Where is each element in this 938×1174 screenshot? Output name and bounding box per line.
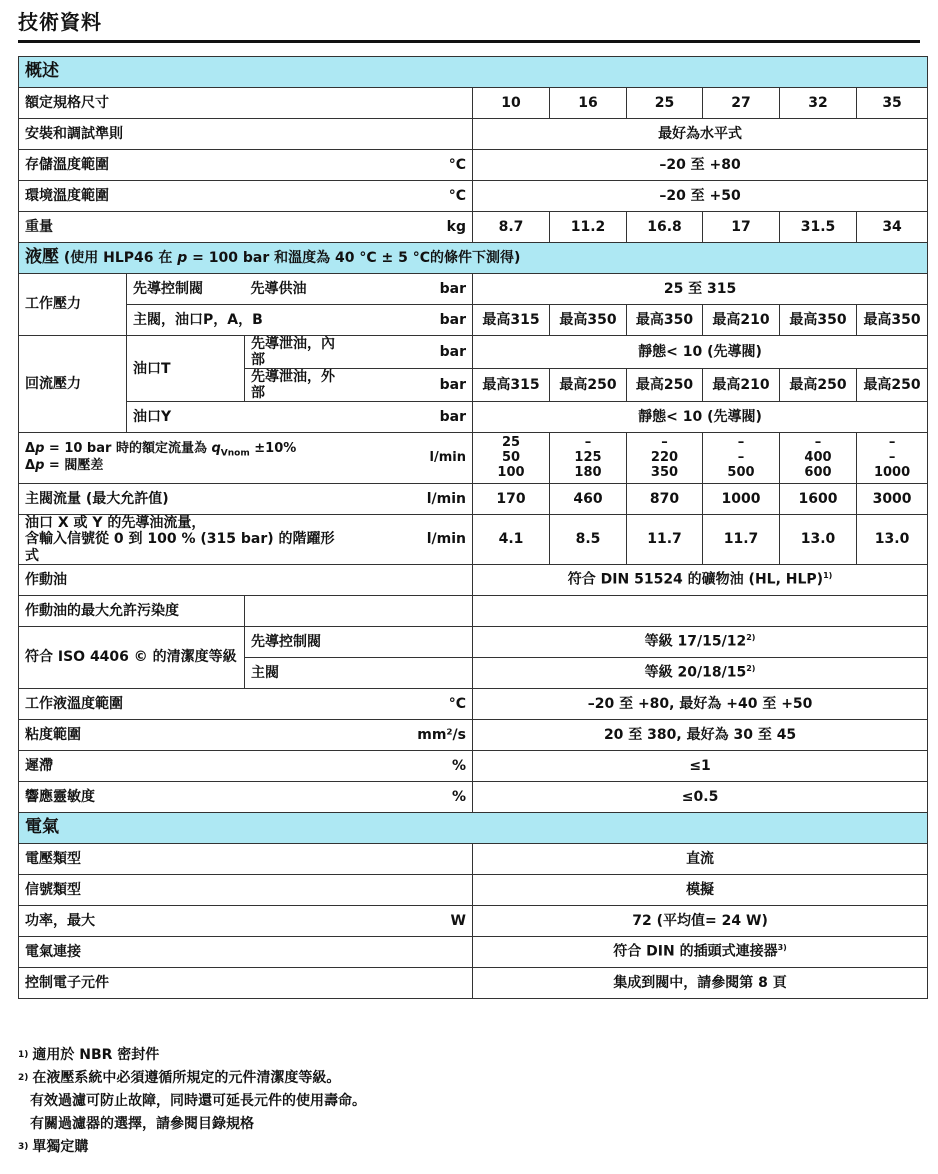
drain-internal-row (19, 336, 928, 369)
install-row (19, 119, 928, 150)
fluid-label: 作動油 (19, 564, 473, 595)
pilot-flow-value: 4.1 (473, 515, 550, 564)
nominal-flow-cell (857, 433, 928, 484)
contamination-label: 作動油的最大允許污染度 (19, 595, 245, 626)
nominal-flow-value: – (737, 449, 745, 465)
voltage-type-label: 電壓類型 (19, 843, 473, 874)
main-pressure-value: 最高315 (473, 305, 550, 336)
symbol-p: p (35, 441, 45, 457)
pilot-flow-unit: l/min (343, 515, 473, 564)
footnotes (18, 1044, 366, 1159)
main-pressure-value: 最高350 (550, 305, 627, 336)
nominal-flow-value: – (814, 434, 822, 450)
fluid-temp-label: 工作液溫度範圍 (19, 688, 343, 719)
main-pressure-value: 最高350 (857, 305, 928, 336)
nominal-flow-value: 350 (650, 464, 679, 480)
connection-value: 符合 DIN 的插頭式連接器 (613, 943, 778, 960)
footnote-mark: 3) (18, 1142, 29, 1152)
fluid-row (19, 564, 928, 595)
main-flow-value: 460 (550, 484, 627, 515)
pilot-supply-label: 先導供油 (245, 274, 343, 305)
electronics-label: 控制電子元件 (19, 967, 473, 998)
drain-internal-value: 靜態< 10 (先導閥) (473, 336, 928, 369)
main-pressure-value: 最高350 (627, 305, 703, 336)
weight-unit: kg (343, 212, 473, 243)
fluid-value: 符合 DIN 51524 的礦物油 (HL, HLP) (567, 571, 824, 588)
main-flow-row (19, 484, 928, 515)
main-pressure-value: 最高350 (780, 305, 857, 336)
sensitivity-label: 響應靈敏度 (19, 781, 343, 812)
nominal-flow-value: 100 (497, 464, 525, 480)
nominal-flow-value: 220 (650, 449, 679, 465)
pilot-flow-value: 13.0 (857, 515, 928, 564)
nominal-flow-value: – (888, 434, 896, 450)
section-hydraulic-title (19, 243, 928, 274)
section-hydraulic-label: 液壓 (25, 247, 59, 268)
nominal-flow-value: 125 (574, 449, 602, 465)
signal-type-row (19, 874, 928, 905)
nominal-flow-text-a: = 10 bar 時的額定流量為 (44, 441, 212, 457)
nominal-flow-value: 50 (501, 449, 521, 465)
port-y-value: 靜態< 10 (先導閥) (473, 402, 928, 433)
main-pressure-unit: bar (343, 305, 473, 336)
pilot-flow-value: 8.5 (550, 515, 627, 564)
weight-value: 16.8 (627, 212, 703, 243)
drain-external-value: 最高250 (627, 369, 703, 402)
size-label: 額定規格尺寸 (19, 88, 473, 119)
nominal-flow-value: 500 (727, 464, 755, 480)
nominal-flow-cell (703, 433, 780, 484)
footnote-ref: 2) (746, 664, 756, 674)
section-hydraulic-condition (59, 250, 520, 266)
pilot-flow-value: 11.7 (627, 515, 703, 564)
size-value: 32 (780, 88, 857, 119)
weight-value: 34 (857, 212, 928, 243)
section-electrical-title: 電氣 (19, 812, 928, 843)
section-general-title: 概述 (19, 57, 928, 88)
contamination-main-cell (473, 657, 928, 688)
storage-temp-row (19, 150, 928, 181)
contamination-row (19, 595, 928, 626)
size-row (19, 88, 928, 119)
size-value: 25 (627, 88, 703, 119)
working-pressure-label: 工作壓力 (19, 274, 127, 336)
connection-row (19, 936, 928, 967)
storage-temp-value: –20 至 +80 (473, 150, 928, 181)
symbol-q-subscript: Vnom (220, 449, 250, 460)
power-unit: W (343, 905, 473, 936)
storage-temp-unit: °C (343, 150, 473, 181)
drain-internal-label: 先導泄油，內部 (245, 336, 343, 369)
drain-internal-unit: bar (343, 336, 473, 369)
size-value: 27 (703, 88, 780, 119)
hysteresis-unit: % (343, 750, 473, 781)
nominal-flow-line-1 (25, 442, 337, 459)
port-y-row (19, 402, 928, 433)
fluid-temp-value: –20 至 +80, 最好為 +40 至 +50 (473, 688, 928, 719)
condition-text-a: (使用 HLP46 在 (59, 250, 178, 267)
nominal-flow-cell (550, 433, 627, 484)
nominal-flow-value: 25 (501, 434, 521, 450)
weight-value: 31.5 (780, 212, 857, 243)
footnote-1 (18, 1044, 366, 1067)
main-pressure-value: 最高210 (703, 305, 780, 336)
main-flow-value: 1000 (703, 484, 780, 515)
ambient-temp-label: 環境溫度範圍 (19, 181, 343, 212)
nominal-flow-text-c: = 閥壓差 (44, 458, 104, 474)
footnote-text: 適用於 NBR 密封件 (32, 1047, 160, 1063)
drain-external-value: 最高250 (857, 369, 928, 402)
nominal-flow-cell (627, 433, 703, 484)
nominal-flow-label (19, 433, 343, 484)
condition-text-b: = 100 bar 和溫度為 40 °C ± 5 °C的條件下測得) (187, 250, 521, 267)
symbol-p: p (35, 458, 45, 474)
contamination-main-value: 等級 20/18/15 (644, 664, 747, 681)
nominal-flow-value: – (584, 434, 592, 450)
contamination-pilot-label: 先導控制閥 (245, 626, 473, 657)
drain-external-value: 最高250 (780, 369, 857, 402)
footnote-2-line-2: 有效過濾可防止故障，同時還可延長元件的使用壽命。 (30, 1093, 366, 1109)
return-pressure-label: 回流壓力 (19, 336, 127, 433)
connection-label: 電氣連接 (19, 936, 473, 967)
weight-value: 17 (703, 212, 780, 243)
main-pressure-label: 主閥，油口P，A，B (127, 305, 343, 336)
fluid-temp-unit: °C (343, 688, 473, 719)
drain-external-value: 最高250 (550, 369, 627, 402)
power-value: 72 (平均值= 24 W) (473, 905, 928, 936)
voltage-type-value: 直流 (473, 843, 928, 874)
size-value: 16 (550, 88, 627, 119)
weight-row (19, 212, 928, 243)
pilot-pressure-unit: bar (343, 274, 473, 305)
drain-external-value: 最高315 (473, 369, 550, 402)
pilot-flow-line-2: 含輸入信號從 0 到 100 % (315 bar) 的階躍形式 (25, 531, 335, 564)
nominal-flow-value: – (888, 449, 896, 465)
pilot-flow-value: 13.0 (780, 515, 857, 564)
main-flow-value: 3000 (857, 484, 928, 515)
page-title: 技術資料 (18, 10, 102, 34)
weight-value: 8.7 (473, 212, 550, 243)
nominal-flow-cell (473, 433, 550, 484)
main-flow-label: 主閥流量 (最大允許值) (19, 484, 343, 515)
pilot-flow-value: 11.7 (703, 515, 780, 564)
title-rule (18, 40, 920, 43)
viscosity-row (19, 719, 928, 750)
drain-external-unit: bar (343, 369, 473, 402)
contamination-pilot-row (19, 626, 928, 657)
footnote-ref: 1) (823, 571, 833, 581)
port-y-unit: bar (343, 402, 473, 433)
footnote-2-line-3: 有關過濾器的選擇，請參閱目錄規格 (30, 1116, 254, 1132)
sensitivity-value: ≤0.5 (473, 781, 928, 812)
footnote-ref: 2) (746, 633, 756, 643)
weight-label: 重量 (19, 212, 343, 243)
main-pressure-row (19, 305, 928, 336)
pilot-valve-label: 先導控制閥 (127, 274, 245, 305)
section-general-row (19, 57, 928, 88)
size-value: 10 (473, 88, 550, 119)
main-flow-value: 870 (627, 484, 703, 515)
install-label: 安裝和調試準則 (19, 119, 473, 150)
nominal-flow-line-2 (25, 459, 337, 474)
contamination-pilot-value: 等級 17/15/12 (644, 633, 747, 650)
nominal-flow-value: – (737, 434, 745, 450)
contamination-main-label: 主閥 (245, 657, 473, 688)
technical-data-table (18, 56, 928, 999)
pilot-pressure-row (19, 274, 928, 305)
main-flow-value: 170 (473, 484, 550, 515)
fluid-value-cell (473, 564, 928, 595)
power-label: 功率，最大 (19, 905, 343, 936)
nominal-flow-cell (780, 433, 857, 484)
voltage-type-row (19, 843, 928, 874)
footnote-3 (18, 1136, 366, 1159)
electronics-value: 集成到閥中，請參閱第 8 頁 (473, 967, 928, 998)
electronics-row (19, 967, 928, 998)
symbol-q: q (211, 441, 221, 457)
storage-temp-label: 存儲溫度範圍 (19, 150, 343, 181)
size-value: 35 (857, 88, 928, 119)
ambient-temp-unit: °C (343, 181, 473, 212)
sensitivity-unit: % (343, 781, 473, 812)
delta-symbol: Δ (25, 441, 36, 457)
nominal-flow-unit: l/min (343, 433, 473, 484)
pilot-pressure-value: 25 至 315 (473, 274, 928, 305)
contamination-spacer (245, 595, 473, 626)
weight-value: 11.2 (550, 212, 627, 243)
port-t-label: 油口T (127, 336, 245, 402)
connection-value-cell (473, 936, 928, 967)
nominal-flow-value: 1000 (873, 464, 911, 480)
footnote-text: 在液壓系統中必須遵循所規定的元件清潔度等級。 (32, 1070, 341, 1086)
sensitivity-row (19, 781, 928, 812)
drain-external-label: 先導泄油，外部 (245, 369, 343, 402)
section-hydraulic-row (19, 243, 928, 274)
section-electrical-row (19, 812, 928, 843)
pilot-flow-label (19, 515, 343, 564)
main-flow-value: 1600 (780, 484, 857, 515)
condition-symbol-p: p (177, 250, 188, 267)
fluid-temp-row (19, 688, 928, 719)
nominal-flow-value: – (661, 434, 668, 450)
footnote-mark: 1) (18, 1050, 29, 1060)
hysteresis-value: ≤1 (473, 750, 928, 781)
nominal-flow-value: 600 (804, 464, 832, 480)
iso-class-label: 符合 ISO 4406 © 的清潔度等級 (19, 626, 245, 688)
port-y-label: 油口Y (127, 402, 343, 433)
pilot-flow-line-1: 油口 X 或 Y 的先導油流量， (25, 515, 206, 532)
footnote-mark: 2) (18, 1073, 29, 1083)
power-row (19, 905, 928, 936)
main-flow-unit: l/min (343, 484, 473, 515)
contamination-spacer-value (473, 595, 928, 626)
nominal-flow-value: 180 (574, 464, 602, 480)
footnote-text: 單獨定購 (32, 1139, 89, 1155)
signal-type-value: 模擬 (473, 874, 928, 905)
pilot-flow-row (19, 515, 928, 564)
nominal-flow-row (19, 433, 928, 484)
delta-symbol: Δ (25, 458, 36, 474)
contamination-pilot-cell (473, 626, 928, 657)
footnote-2 (18, 1067, 366, 1090)
nominal-flow-value: 400 (804, 449, 832, 465)
install-value: 最好為水平式 (473, 119, 928, 150)
footnote-ref: 3) (777, 943, 787, 953)
hysteresis-label: 遲滯 (19, 750, 343, 781)
ambient-temp-value: –20 至 +50 (473, 181, 928, 212)
viscosity-unit: mm²/s (343, 719, 473, 750)
viscosity-label: 粘度範圍 (19, 719, 343, 750)
viscosity-value: 20 至 380, 最好為 30 至 45 (473, 719, 928, 750)
drain-external-value: 最高210 (703, 369, 780, 402)
signal-type-label: 信號類型 (19, 874, 473, 905)
nominal-flow-text-b: ±10% (249, 441, 297, 457)
ambient-temp-row (19, 181, 928, 212)
hysteresis-row (19, 750, 928, 781)
